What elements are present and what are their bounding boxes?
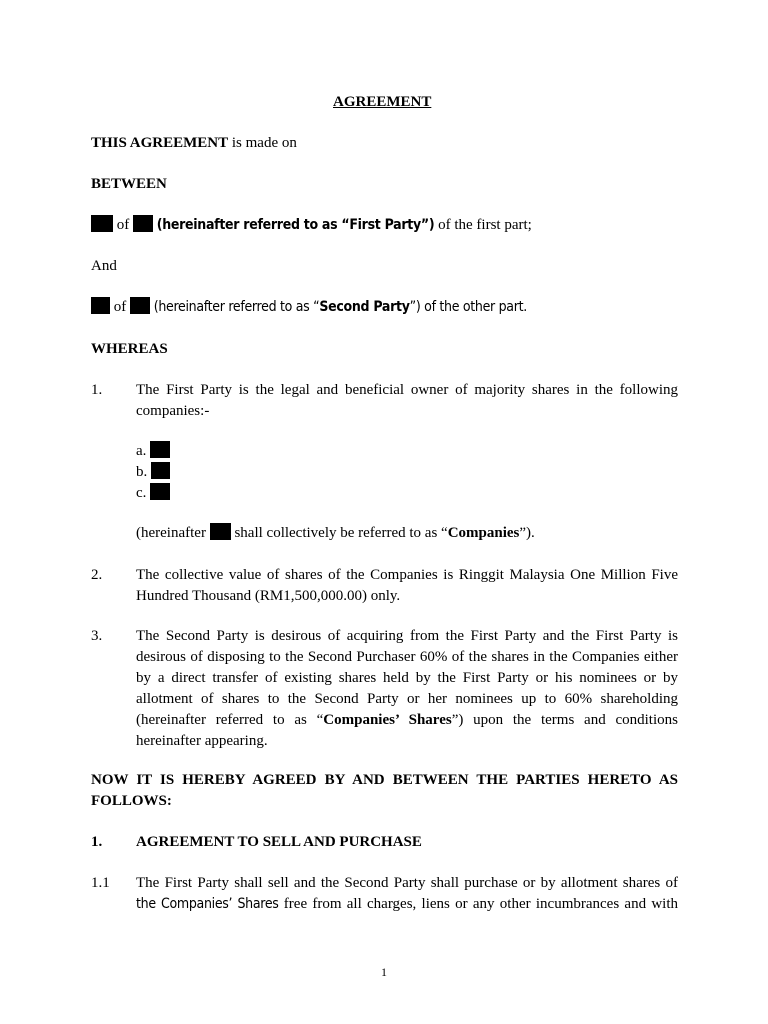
list-item <box>136 462 170 483</box>
clause-3-a: The Second Party is desirous of acquiring from the First Party and the First Party is desirous of disposing to the Second Purchaser 60% of the shares in the Companies either by a direct transfer of existing shares held by the First Party or his nominees or by allotment of shares to the Second Party or her nominees up to 60% shareholding (hereinafter referred to as “ <box>136 628 678 728</box>
clause-number: 2. <box>91 567 103 583</box>
first-party-line <box>91 215 532 236</box>
redaction-block <box>91 297 110 314</box>
document-title: AGREEMENT <box>333 94 432 110</box>
second-party-ref-c: ”) of the other part. <box>409 299 527 315</box>
redaction-block <box>210 523 231 540</box>
companies-shares-term: Companies’ Shares <box>323 712 452 728</box>
whereas-heading: WHEREAS <box>91 341 168 357</box>
clause-2-text: The collective value of shares of the Companies is Ringgit Malaysia One Million Five Hundred Thousand (RM1,500,000.00) only. <box>136 567 678 604</box>
companies-b: shall collectively be referred to as “ <box>230 525 448 541</box>
redaction-block <box>151 462 170 479</box>
companies-d: ”). <box>519 525 535 541</box>
redaction-block <box>133 215 153 232</box>
first-party-reference: (hereinafter referred to as “First Party”) <box>156 217 435 233</box>
intro-rest: is made on <box>228 135 297 151</box>
clause-3-text <box>136 626 678 752</box>
companies-definition <box>136 523 535 544</box>
between-heading: BETWEEN <box>91 176 167 192</box>
section-number: 1. <box>91 834 103 850</box>
page-number: 1 <box>381 965 387 979</box>
second-party-ref-b: Second Party <box>319 299 410 315</box>
companies-a: (hereinafter <box>136 525 210 541</box>
subsection-line-2 <box>136 894 678 915</box>
clause-number: 3. <box>91 628 103 644</box>
second-party-line <box>91 297 527 318</box>
list-label: c. <box>136 485 147 501</box>
subsection-number: 1.1 <box>91 875 110 891</box>
clause-3-c: ”) upon the terms and conditions hereinafter appearing. <box>136 712 678 749</box>
intro-line <box>91 133 297 154</box>
subsection-line-2-a: the Companies’ Shares <box>136 896 279 912</box>
list-item <box>136 441 170 462</box>
subsection-line-1: The First Party shall sell and the Second Party shall purchase or by allotment shares of <box>136 875 678 891</box>
list-label: b. <box>136 464 148 480</box>
now-agreed-heading: NOW IT IS HEREBY AGREED BY AND BETWEEN THE PARTIES HERETO AS FOLLOWS: <box>91 772 678 809</box>
list-item <box>136 483 170 504</box>
clause-number: 1. <box>91 382 103 398</box>
redaction-block <box>150 483 170 500</box>
companies-term: Companies <box>447 525 520 541</box>
redaction-block <box>91 215 113 232</box>
first-party-tail: of the first part; <box>434 217 532 233</box>
subsection-line-2-b: free from all charges, liens or any other incumbrances and with <box>278 896 678 912</box>
section-title: AGREEMENT TO SELL AND PURCHASE <box>136 834 422 850</box>
party1-of: of <box>113 217 133 233</box>
redaction-block <box>130 297 150 314</box>
clause-1-text: The First Party is the legal and beneficial owner of majority shares in the following companies:- <box>136 382 678 419</box>
party2-of: of <box>110 299 130 315</box>
intro-bold: THIS AGREEMENT <box>91 135 229 151</box>
list-label: a. <box>136 443 147 459</box>
second-party-ref-a: (hereinafter referred to as “ <box>150 299 320 315</box>
redaction-block <box>150 441 170 458</box>
and-line: And <box>91 258 117 274</box>
